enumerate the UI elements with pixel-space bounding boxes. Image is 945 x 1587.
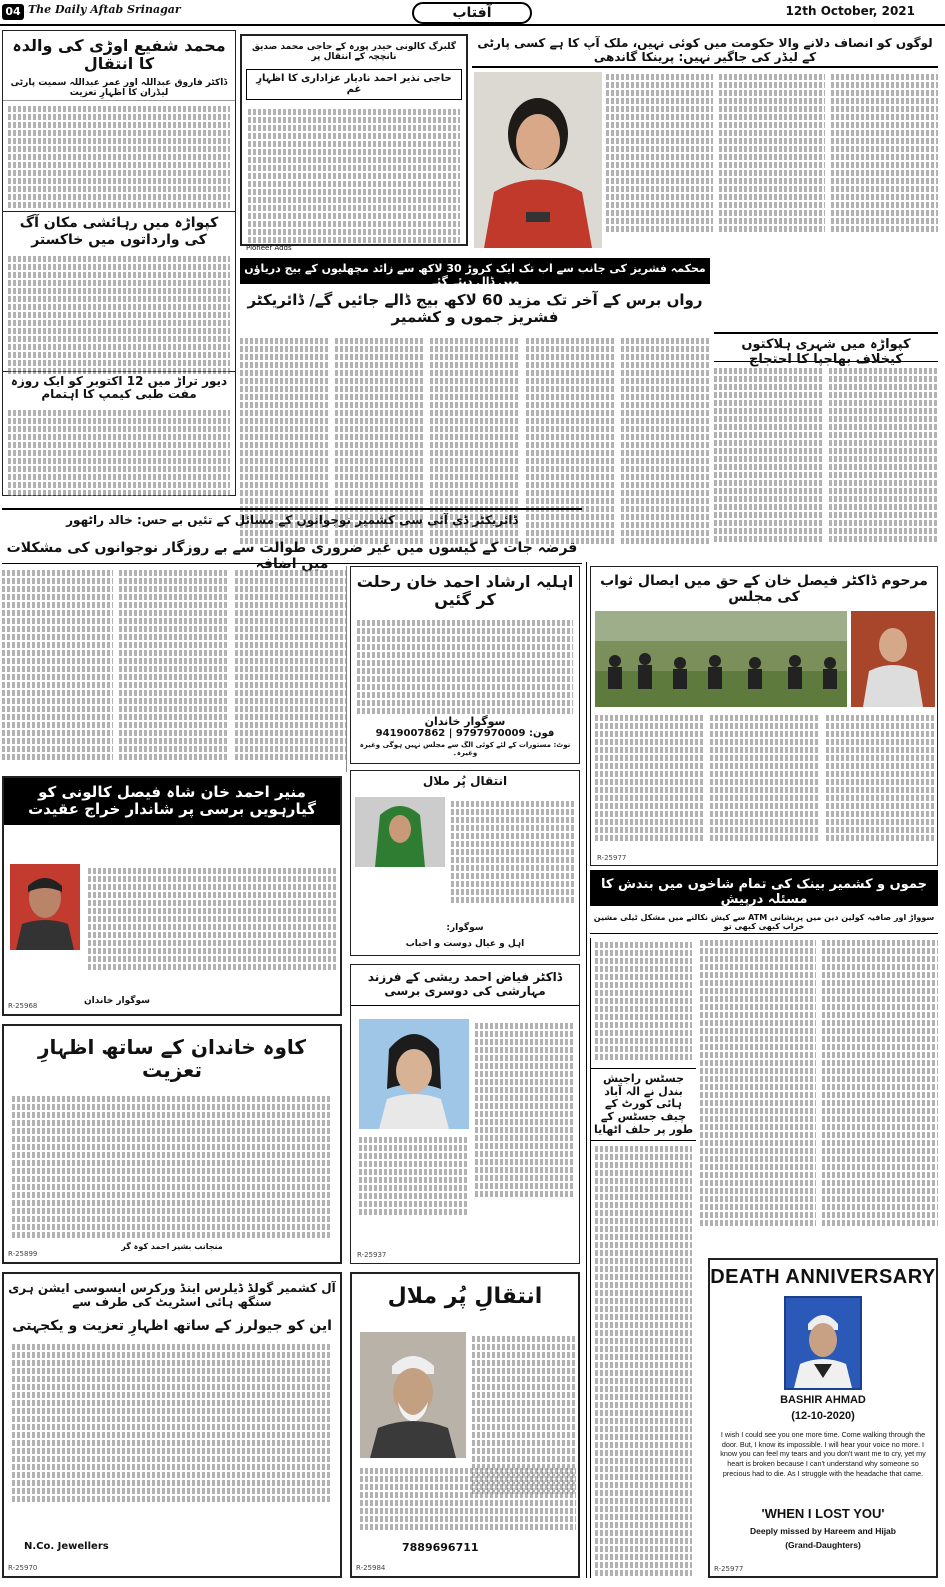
intiqal-big — [350, 1272, 580, 1578]
camp-headline: دیور تراڑ میں 12 اکتوبر کو ایک روزہ مفت طبی کیمپ کا اہتمام — [3, 371, 235, 406]
fisheries-headline1: محکمہ فشریز کی جانب سے اب تک ایک کروڑ 30 لاکھ سے زائد مچھلیوں کے بیج دریاؤں میں ڈال دیئے گئے — [244, 262, 706, 288]
justice-column — [590, 938, 696, 1578]
paper-logo: آفتاب — [412, 2, 532, 24]
da-missed-by: Deeply missed by Hareem and Hijab — [750, 1526, 896, 1536]
fire-headline: کپواڑہ میں رہائشی مکان آگ کی وارداتوں میں خاکستر — [3, 211, 235, 250]
irshad-obit — [350, 566, 580, 764]
irshad-headline: اہلیہ ارشاد احمد خان رحلت کر گئیں — [356, 572, 574, 610]
muneer-tribute — [2, 776, 342, 1016]
fayaz-body-right — [475, 1021, 575, 1201]
da-date: (12-10-2020) — [791, 1410, 855, 1422]
tribute-center-ad — [240, 34, 468, 252]
intiqal-big-phone: 7889696711 — [402, 1541, 479, 1554]
da-photo — [784, 1296, 862, 1390]
da-relation: (Grand-Daughters) — [785, 1540, 861, 1550]
da-ref: R-25977 — [714, 1565, 744, 1573]
priyanka-photo — [474, 72, 602, 248]
kawa-signoff: منجانب بشیر احمد کوہ گر — [121, 1242, 223, 1251]
muneer-signoff: سوگوار خاندان — [84, 995, 150, 1006]
obit-left-body — [3, 101, 235, 211]
intiqal-small-mourners: سوگوار: — [446, 922, 484, 933]
obit-left-headline: محمد شفیع اوڑی کی والدہ کا انتقال — [12, 36, 226, 74]
da-poem: I wish I could see you one more time. Come walking through the door. But, I know its impossible. I will hear your voice no more. I know you can feel my tears and you don't want me to cry, yet my heart is broken because I can't understand why someone so precious had to die. As I struggle with the headache that came. — [720, 1430, 926, 1478]
bjp-body — [714, 366, 938, 558]
fire-body — [3, 251, 235, 371]
intiqal-small-family: اہل و عیال دوست و احباب — [405, 938, 525, 949]
masthead — [0, 0, 945, 26]
kawa-condolence — [2, 1024, 342, 1264]
fayaz-barsi — [350, 964, 580, 1264]
kawa-headline: کاوہ خاندان کے ساتھ اظہارِ تعزیت — [37, 1035, 307, 1082]
faisal-majlis — [590, 566, 938, 866]
muneer-headline2: گیارہویں برسی پر شاندار خراج عقیدت — [28, 800, 316, 819]
speaker-photo — [851, 611, 935, 707]
intiqal-small-body — [451, 799, 575, 909]
muneer-body — [88, 866, 338, 976]
intiqal-small-headline: انتقال پُر ملال — [422, 774, 508, 788]
youth-body — [2, 568, 346, 768]
gold-dealers — [2, 1272, 342, 1578]
kawa-ref: R-25899 — [8, 1250, 38, 1258]
gold-jeweller: N.Co. Jewellers — [24, 1541, 109, 1552]
tribute-line2: حاجی نذیر احمد نادیار عزاداری کا اظہارِ غم — [246, 69, 462, 100]
bank-banner — [590, 870, 938, 906]
priyanka-headline-bar — [472, 34, 938, 68]
intiqal-small-photo — [355, 797, 445, 867]
irshad-note: نوٹ: مستورات کے لئے کوئی الگ سے مجلس نہیں ہوگی وغیرہ وغیرہ۔ — [359, 741, 571, 758]
youth-headline1: ڈائریکٹر ڈی آئی سی کشمیر نوجوانوں کے مسائل کے تئیں بے حس: خالد راٹھور — [2, 508, 582, 532]
tribute-line1: گلبرگ کالونی حیدر پورہ کے حاجی محمد صدیق نانچچہ کے انتقال پر — [251, 42, 457, 63]
priyanka-body — [606, 72, 938, 252]
priyanka-headline: لوگوں کو انصاف دلانے والا حکومت میں کوئی نہیں، ملک آپ کا ہے کسی پارٹی کے لیڈر کی جاگیر نہیں: پرینکا گاندھی — [477, 36, 933, 64]
faisal-body — [595, 713, 935, 853]
faisal-ref: R-25977 — [597, 854, 627, 862]
gold-headline1: آل کشمیر گولڈ ڈیلرس اینڈ ورکرس ایسوسی ایشن ہری سنگھ ہائی اسٹریٹ کی طرف سے — [8, 1281, 336, 1309]
fayaz-ref: R-25937 — [357, 1251, 387, 1259]
faisal-headline: مرحوم ڈاکٹر فیصل خان کے حق میں ایصال ثواب کی مجلس — [600, 573, 928, 606]
da-title: DEATH ANNIVERSARY — [710, 1266, 936, 1288]
fisheries-headline2: رواں برس کے آخر تک مزید 60 لاکھ بیج ڈالے جائیں گے/ ڈائریکٹر فشریز جموں و کشمیر — [247, 291, 703, 327]
death-anniversary — [708, 1258, 938, 1578]
irshad-phones: فون: 9797970009 | 9419007862 — [375, 728, 555, 740]
gold-body — [4, 1338, 340, 1508]
irshad-mourners: سوگوار خاندان — [424, 714, 506, 728]
kawa-body — [4, 1092, 340, 1242]
obit-left-sub: ڈاکٹر فاروق عبداللہ اور عمر عبداللہ سمیت پارٹی لیڈران کا اظہارِ تعزیت — [3, 76, 235, 102]
paper-name: The Daily Aftab Srinagar — [28, 3, 181, 16]
fisheries-banner — [240, 258, 710, 288]
bank-subhead: سوواڑ اور صافیہ کولین دین میں پریشانی ATM سے کیش نکالنے میں مشکل ٹیلی مشین خراب کبھی کبھی تو — [590, 910, 938, 934]
bjp-headline: کپواڑہ میں شہری ہلاکتوں کیخلاف بھاجپا کا احتجاج — [714, 332, 938, 362]
da-tagline: 'WHEN I LOST YOU' — [761, 1506, 885, 1521]
da-name: BASHIR AHMAD — [780, 1394, 866, 1406]
gold-ref: R-25970 — [8, 1564, 38, 1572]
column-rule — [586, 562, 587, 1578]
intiqal-big-ref: R-25984 — [356, 1564, 386, 1572]
muneer-banner — [4, 778, 340, 825]
fayaz-photo — [359, 1019, 469, 1129]
gathering-photo — [595, 611, 847, 707]
intiqal-big-headline: انتقالِ پُر ملال — [387, 1284, 543, 1309]
column-rule-2 — [346, 566, 347, 772]
left-column-block — [2, 30, 236, 496]
issue-date: 12th October, 2021 — [785, 4, 915, 18]
fayaz-headline: ڈاکٹر فیاض احمد ریشی کے فرزند مہارشی کی دوسری برسی — [351, 965, 579, 1006]
page-number: 04 — [2, 4, 24, 20]
justice-headline: جسٹس راجیش بندل نے الہ آباد ہائی کورٹ کے چیف جسٹس کے طور پر حلف اٹھایا — [591, 1068, 696, 1141]
bank-body — [700, 938, 938, 1250]
intiqal-big-body-bottom — [360, 1466, 576, 1536]
muneer-ref: R-25968 — [8, 1002, 38, 1010]
intiqal-small — [350, 770, 580, 956]
camp-body — [3, 405, 235, 495]
youth-headline2: قرضہ جات کے کیسوں میں غیر ضروری طوالت سے بے روزگار نوجوانوں کی مشکلات میں اضافہ — [2, 536, 582, 564]
tribute-body — [242, 104, 466, 244]
intiqal-big-photo — [360, 1332, 466, 1458]
bank-headline: جموں و کشمیر بینک کی تمام شاخوں میں بندش کا مسئلہ درپیش — [601, 877, 927, 907]
gold-headline2: این کو جیولرز کے ساتھ اظہارِ تعزیت و یکجہتی — [12, 1317, 332, 1334]
tribute-footer: Pioneer Adds — [246, 243, 292, 252]
muneer-headline1: منیر احمد خان شاہ فیصل کالونی کو — [38, 783, 306, 801]
muneer-photo — [10, 864, 80, 950]
fayaz-body-left — [359, 1135, 469, 1215]
